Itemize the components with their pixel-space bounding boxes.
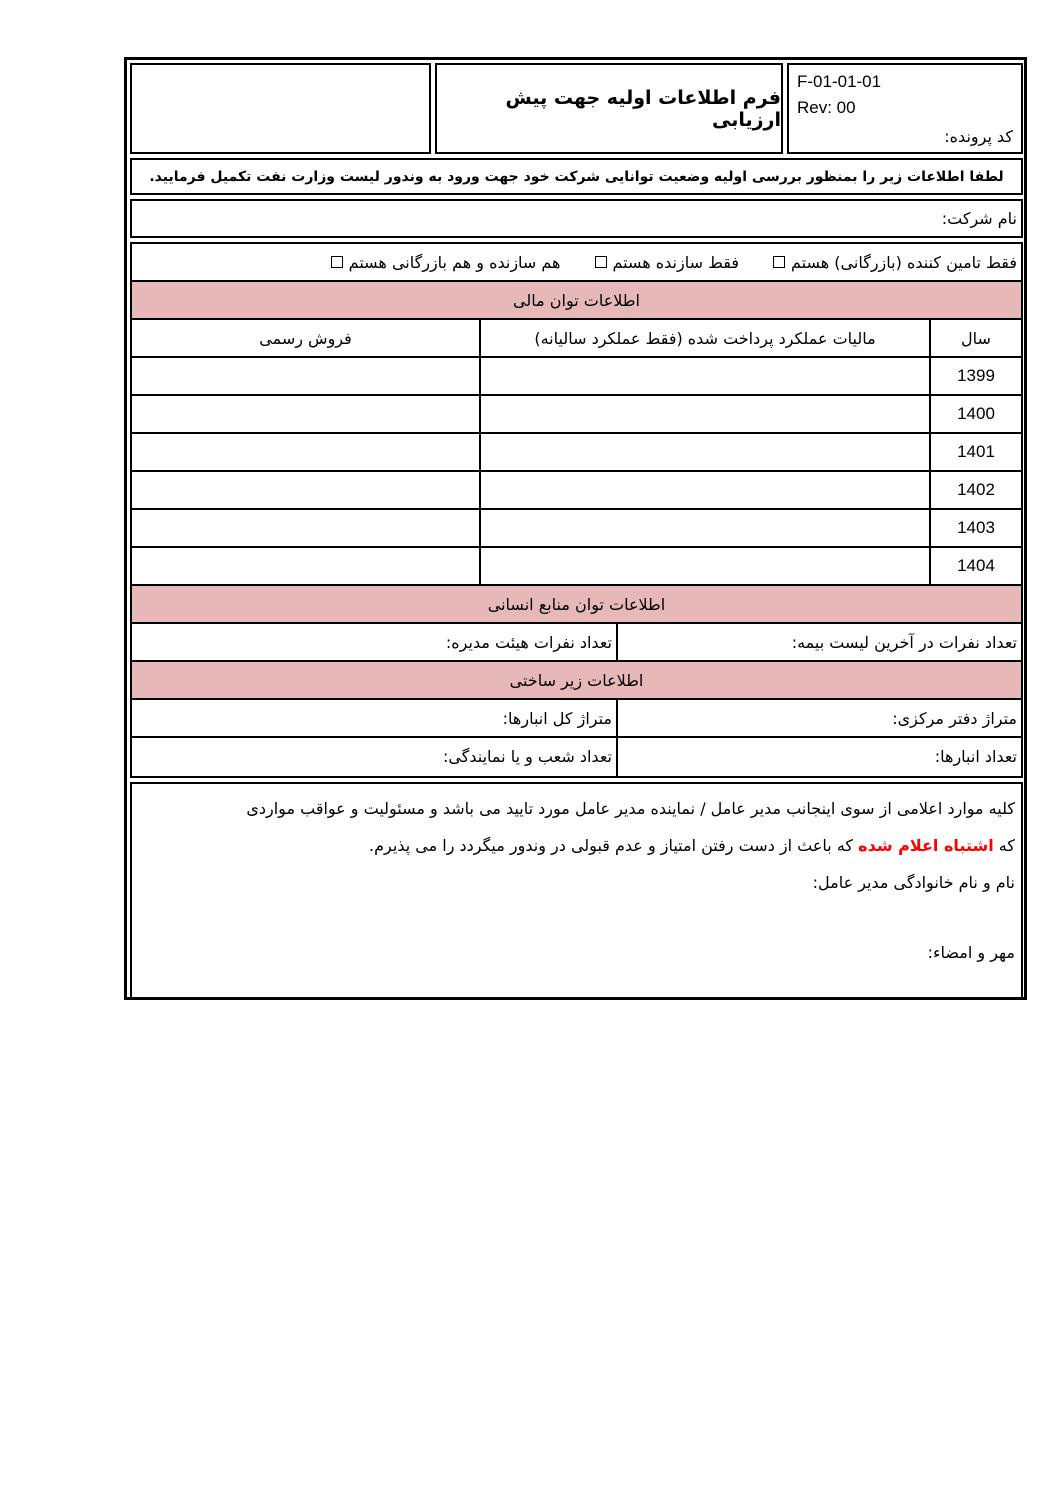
signature-field[interactable]: مهر و امضاء: [927, 943, 1015, 962]
branch-count-field[interactable]: تعداد شعب و یا نمایندگی: [443, 746, 612, 766]
tax-input[interactable] [481, 358, 929, 394]
form-page [124, 57, 1027, 1000]
warehouse-count-field[interactable]: تعداد انبارها: [934, 746, 1017, 766]
year-cell: 1403 [957, 518, 995, 537]
company-name-field[interactable] [130, 199, 1023, 238]
checkbox-icon[interactable] [595, 256, 607, 268]
table-row [931, 434, 1021, 470]
col-header-year: سال [961, 328, 991, 348]
declaration-line-2: که اشتباه اعلام شده که باعث از دست رفتن امتیاز و عدم قبولی در وندور میگردد را می پذیرم. [369, 836, 1015, 855]
page-title: فرم اطلاعات اولیه جهت پیش ارزیابی [505, 86, 781, 131]
option-manufacturer-and-supplier[interactable]: هم سازنده و هم بازرگانی هستم [325, 253, 561, 272]
tax-input[interactable] [481, 510, 929, 546]
table-row [931, 358, 1021, 394]
sales-input[interactable] [132, 434, 479, 470]
table-row [931, 396, 1021, 432]
sales-input[interactable] [132, 396, 479, 432]
declaration-box [130, 782, 1023, 1000]
tax-input[interactable] [481, 472, 929, 508]
table-row [931, 548, 1021, 584]
file-code-label: کد پرونده: [944, 127, 1013, 146]
hr-section-header: اطلاعات توان منابع انسانی [132, 586, 1021, 622]
sales-input[interactable] [132, 472, 479, 508]
col-header-sales: فروش رسمی [259, 328, 352, 348]
year-cell: 1401 [957, 442, 995, 461]
notice-row [130, 158, 1023, 195]
sales-input[interactable] [132, 548, 479, 584]
table-row [931, 472, 1021, 508]
year-cell: 1400 [957, 404, 995, 423]
table-row [931, 510, 1021, 546]
notice-text: لطفا اطلاعات زیر را بمنظور بررسی اولیه وضعیت توانایی شرکت خود جهت ورود به وندور لیست وزارت نفت تکمیل فرمایید. [149, 168, 1004, 185]
declaration-line-1: کلیه موارد اعلامی از سوی اینجانب مدیر عامل / نماینده مدیر عامل مورد تایید می باشد و مسئولیت و عواقب مواردی [246, 799, 1015, 818]
board-count-field[interactable]: تعداد نفرات هیئت مدیره: [445, 632, 612, 652]
year-cell: 1402 [957, 480, 995, 499]
ceo-name-field[interactable]: نام و نام خانوادگی مدیر عامل: [812, 873, 1015, 892]
sales-input[interactable] [132, 358, 479, 394]
warehouse-area-field[interactable]: متراژ کل انبارها: [502, 708, 612, 728]
form-code-cell [787, 63, 1023, 154]
insured-count-field[interactable]: تعداد نفرات در آخرین لیست بیمه: [791, 632, 1017, 652]
form-inner [130, 63, 1021, 994]
infrastructure-section-header: اطلاعات زیر ساختی [132, 662, 1021, 698]
sales-input[interactable] [132, 510, 479, 546]
main-table [130, 242, 1023, 778]
option-supplier-only[interactable]: فقط تامین کننده (بازرگانی) هستم [767, 253, 1017, 272]
company-name-label: نام شرکت: [941, 209, 1017, 228]
title-cell [435, 63, 783, 154]
hq-area-field[interactable]: متراژ دفتر مرکزی: [892, 708, 1017, 728]
option-manufacturer-only[interactable]: فقط سازنده هستم [589, 253, 740, 272]
checkbox-icon[interactable] [331, 256, 343, 268]
tax-input[interactable] [481, 548, 929, 584]
form-code: F-01-01-01 [797, 72, 882, 91]
highlight-text: اشتباه اعلام شده [858, 836, 994, 855]
company-type-options [132, 244, 1021, 280]
checkbox-icon[interactable] [773, 256, 785, 268]
tax-input[interactable] [481, 396, 929, 432]
financial-section-header: اطلاعات توان مالی [132, 282, 1021, 318]
col-header-tax: مالیات عملکرد پرداخت شده (فقط عملکرد سالیانه) [534, 328, 876, 348]
revision: Rev: 00 [797, 98, 856, 117]
tax-input[interactable] [481, 434, 929, 470]
year-cell: 1404 [957, 556, 995, 575]
year-cell: 1399 [957, 366, 995, 385]
logo-cell [130, 63, 431, 154]
